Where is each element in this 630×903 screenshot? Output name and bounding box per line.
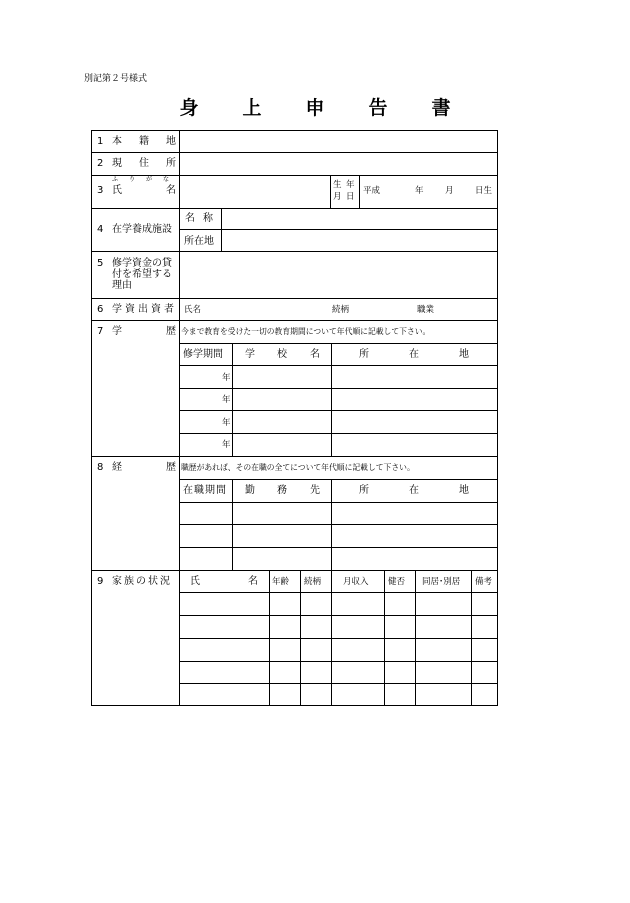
personal-history-form — [91, 130, 498, 706]
form-code: 別記第２号様式 — [84, 74, 148, 84]
birth-label-char: 日 — [346, 192, 355, 202]
grid-line — [179, 479, 498, 480]
grid-line — [179, 388, 498, 389]
grid-line — [179, 661, 498, 662]
col-header-income: 月収入 — [343, 577, 369, 587]
year-mark: 年 — [222, 418, 231, 428]
birth-label-char: 年 — [346, 180, 355, 190]
grid-line — [300, 570, 301, 706]
year-mark: 年 — [222, 395, 231, 405]
grid-line — [91, 152, 498, 153]
row-number: 7 — [97, 326, 104, 337]
row-number: 2 — [97, 158, 104, 169]
label-char: 経 — [112, 462, 122, 473]
day-unit: 日生 — [475, 186, 493, 196]
col-header-char: 学 — [245, 349, 255, 360]
row-number: 3 — [97, 185, 104, 196]
birth-label-char: 生 — [333, 180, 342, 190]
year-mark: 年 — [222, 373, 231, 383]
row-number: 8 — [97, 462, 104, 473]
furigana-char: ふ — [112, 176, 119, 183]
grid-line — [91, 208, 498, 209]
row-number: 1 — [97, 136, 104, 147]
grid-line — [179, 410, 498, 411]
row-number: 4 — [97, 224, 104, 235]
title-char: 申 — [305, 97, 325, 119]
school-address-label: 所在地 — [184, 236, 214, 247]
education-note: 今まで教育を受けた一切の教育期間について年代順に記載して下さい。 — [181, 327, 431, 336]
reason-label-line: 理由 — [112, 280, 132, 291]
reason-label-line: 付を希望する — [112, 269, 172, 280]
grid-line — [330, 175, 331, 208]
label-char: 歴 — [166, 462, 176, 473]
grid-line — [91, 320, 498, 321]
grid-line — [232, 343, 233, 456]
row-number: 6 — [97, 304, 104, 315]
title-char: 上 — [242, 97, 262, 119]
grid-line — [179, 130, 180, 706]
col-header-char: 先 — [310, 485, 320, 496]
grid-line — [471, 570, 472, 706]
grid-line — [359, 175, 360, 208]
grid-line — [331, 479, 332, 570]
col-header-char: 所 — [359, 349, 369, 360]
col-header-char: 校 — [277, 349, 287, 360]
label-char: 住 — [139, 158, 149, 169]
col-header-char: 在 — [409, 485, 419, 496]
grid-line — [179, 229, 498, 230]
grid-line — [179, 524, 498, 525]
label-char: 本 — [112, 136, 122, 147]
grid-line — [91, 705, 498, 706]
label-char: 氏 — [112, 185, 122, 196]
work-note: 職歴があれば、その在職の全てについて年代順に記載して下さい。 — [181, 463, 415, 472]
grid-line — [179, 615, 498, 616]
col-header-living: 同居･別居 — [422, 577, 461, 587]
row-number: 5 — [97, 258, 104, 269]
grid-line — [331, 570, 332, 706]
era-label: 平成 — [363, 186, 381, 196]
col-header-health: 健否 — [388, 577, 406, 587]
grid-line — [91, 251, 498, 252]
page-title — [0, 93, 630, 120]
reason-label-line: 修学資金の貸 — [112, 258, 172, 269]
label-char: 学 — [112, 326, 122, 337]
grid-line — [179, 343, 498, 344]
col-header-char: 氏 — [190, 576, 200, 587]
grid-line — [384, 570, 385, 706]
guardian-name-label: 氏名 — [184, 305, 202, 315]
col-header-char: 勤 — [245, 485, 255, 496]
birth-label-char: 月 — [333, 192, 342, 202]
grid-line — [179, 592, 498, 593]
col-header-char: 在 — [409, 349, 419, 360]
guardian-label: 学資出資者 — [112, 304, 177, 315]
col-header-note: 備考 — [475, 577, 493, 587]
school-label: 在学養成施設 — [112, 224, 172, 235]
guardian-relation-label: 続柄 — [332, 305, 350, 315]
grid-line — [91, 130, 92, 706]
grid-line — [179, 683, 498, 684]
furigana-char: が — [146, 176, 153, 183]
grid-line — [232, 479, 233, 570]
grid-line — [91, 175, 498, 176]
guardian-occupation-label: 職業 — [417, 305, 435, 315]
row-number: 9 — [97, 576, 104, 587]
grid-line — [497, 130, 498, 706]
label-char: 名 — [185, 213, 195, 224]
col-header-char: 所 — [359, 485, 369, 496]
label-char: 称 — [203, 213, 213, 224]
col-header-char: 名 — [248, 576, 258, 587]
label-char: 籍 — [139, 136, 149, 147]
col-header-period: 修学期間 — [183, 349, 223, 360]
grid-line — [179, 433, 498, 434]
col-header-age: 年齢 — [272, 577, 290, 587]
col-header-char: 地 — [459, 349, 469, 360]
col-header-char: 地 — [459, 485, 469, 496]
furigana-char: り — [129, 176, 136, 183]
grid-line — [179, 365, 498, 366]
col-header-char: 務 — [277, 485, 287, 496]
grid-line — [415, 570, 416, 706]
year-mark: 年 — [222, 440, 231, 450]
label-char: 地 — [166, 136, 176, 147]
grid-line — [91, 570, 498, 571]
grid-line — [179, 502, 498, 503]
grid-line — [331, 343, 332, 456]
title-char: 書 — [431, 97, 451, 119]
month-unit: 月 — [445, 186, 454, 196]
furigana-char: な — [163, 176, 170, 183]
family-label: 家族の状況 — [112, 576, 172, 587]
title-char: 身 — [179, 97, 199, 119]
grid-line — [91, 130, 498, 131]
grid-line — [91, 298, 498, 299]
label-char: 歴 — [166, 326, 176, 337]
col-header-relation: 続柄 — [304, 577, 322, 587]
col-header-char: 名 — [310, 349, 320, 360]
col-header-period: 在職期間 — [183, 485, 227, 496]
title-char: 告 — [368, 97, 388, 119]
grid-line — [179, 638, 498, 639]
label-char: 名 — [166, 185, 176, 196]
grid-line — [179, 547, 498, 548]
grid-line — [269, 570, 270, 706]
grid-line — [91, 456, 498, 457]
label-char: 所 — [166, 158, 176, 169]
year-unit: 年 — [415, 186, 424, 196]
label-char: 現 — [112, 158, 122, 169]
